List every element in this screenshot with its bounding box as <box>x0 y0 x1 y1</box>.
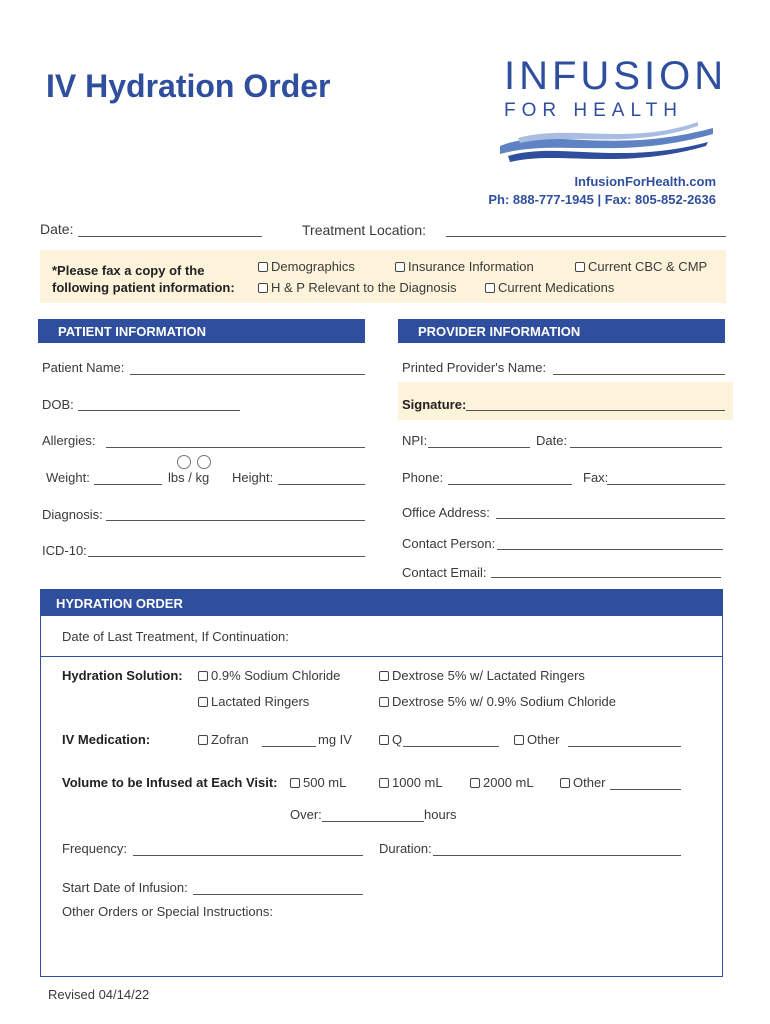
volume-option-1000[interactable]: 1000 mL <box>379 775 443 790</box>
height-field[interactable] <box>278 484 365 485</box>
start-date-field[interactable] <box>193 894 363 895</box>
checkbox[interactable] <box>575 262 585 272</box>
revision-date: Revised 04/14/22 <box>48 987 150 1002</box>
duration-field[interactable] <box>433 855 681 856</box>
dob-field[interactable] <box>78 410 240 411</box>
unit-kg-radio[interactable] <box>197 455 211 469</box>
checkbox[interactable] <box>198 697 208 707</box>
weight-label: Weight: <box>46 470 90 485</box>
volume-label: Volume to be Infused at Each Visit: <box>62 775 278 790</box>
provider-phone-field[interactable] <box>448 484 572 485</box>
treatment-location-label: Treatment Location: <box>302 222 426 238</box>
medication-other-field[interactable] <box>568 746 681 747</box>
signature-label: Signature: <box>402 397 467 412</box>
office-address-field[interactable] <box>496 518 725 519</box>
treatment-location-field[interactable] <box>446 236 726 237</box>
frequency-label: Frequency: <box>62 841 128 856</box>
date-field[interactable] <box>78 236 262 237</box>
diagnosis-field[interactable] <box>106 520 365 521</box>
fax-option-demographics[interactable]: Demographics <box>258 259 355 274</box>
solution-option-lactated-ringers[interactable]: Lactated Ringers <box>198 694 309 709</box>
hydration-solution-label: Hydration Solution: <box>62 668 183 683</box>
checkbox[interactable] <box>290 778 300 788</box>
weight-units-label: lbs / kg <box>168 470 210 485</box>
date-label: Date: <box>40 221 74 237</box>
fax-notice-text-2: following patient information: <box>52 280 235 295</box>
provider-date-label: Date: <box>536 433 568 448</box>
hours-label: hours <box>424 807 457 822</box>
checkbox[interactable] <box>560 778 570 788</box>
checkbox[interactable] <box>514 735 524 745</box>
other-orders-label: Other Orders or Special Instructions: <box>62 904 273 919</box>
patient-information-header: PATIENT INFORMATION <box>38 319 365 343</box>
office-address-label: Office Address: <box>402 505 490 520</box>
diagnosis-label: Diagnosis: <box>42 507 103 522</box>
fax-option-medications[interactable]: Current Medications <box>485 280 614 295</box>
contact-email-field[interactable] <box>491 577 721 578</box>
volume-other-field[interactable] <box>610 789 681 790</box>
frequency-field[interactable] <box>133 855 363 856</box>
contact-email-label: Contact Email: <box>402 565 487 580</box>
provider-name-field[interactable] <box>553 374 725 375</box>
provider-name-label: Printed Provider's Name: <box>402 360 547 375</box>
provider-information-header: PROVIDER INFORMATION <box>398 319 725 343</box>
logo-text-main: INFUSION <box>504 54 728 98</box>
icd10-field[interactable] <box>88 556 365 557</box>
provider-phone-label: Phone: <box>402 470 444 485</box>
checkbox[interactable] <box>258 262 268 272</box>
checkbox[interactable] <box>198 671 208 681</box>
checkbox[interactable] <box>379 735 389 745</box>
over-hours-field[interactable] <box>322 821 424 822</box>
checkbox[interactable] <box>395 262 405 272</box>
patient-name-label: Patient Name: <box>42 360 125 375</box>
website-link[interactable]: InfusionForHealth.com <box>574 174 716 189</box>
fax-notice-text-1: *Please fax a copy of the <box>52 263 205 278</box>
medication-option-zofran[interactable]: Zofran <box>198 732 249 747</box>
volume-option-500[interactable]: 500 mL <box>290 775 346 790</box>
volume-option-2000[interactable]: 2000 mL <box>470 775 534 790</box>
contact-person-field[interactable] <box>497 549 723 550</box>
contact-numbers: Ph: 888-777-1945 | Fax: 805-852-2636 <box>488 192 716 207</box>
provider-fax-label: Fax: <box>583 470 609 485</box>
medication-option-q[interactable]: Q <box>379 732 402 747</box>
wave-icon <box>498 116 718 166</box>
checkbox[interactable] <box>379 778 389 788</box>
contact-person-label: Contact Person: <box>402 536 496 551</box>
allergies-field[interactable] <box>106 447 365 448</box>
iv-medication-label: IV Medication: <box>62 732 151 747</box>
icd10-label: ICD-10: <box>42 543 87 558</box>
npi-label: NPI: <box>402 433 428 448</box>
patient-name-field[interactable] <box>130 374 365 375</box>
checkbox[interactable] <box>258 283 268 293</box>
unit-lbs-radio[interactable] <box>177 455 191 469</box>
dob-label: DOB: <box>42 397 74 412</box>
mg-iv-label: mg IV <box>318 732 352 747</box>
provider-fax-field[interactable] <box>607 484 725 485</box>
medication-option-other[interactable]: Other <box>514 732 560 747</box>
allergies-label: Allergies: <box>42 433 96 448</box>
checkbox[interactable] <box>485 283 495 293</box>
signature-field[interactable] <box>466 410 725 411</box>
weight-field[interactable] <box>94 484 162 485</box>
duration-label: Duration: <box>379 841 432 856</box>
fax-option-insurance[interactable]: Insurance Information <box>395 259 534 274</box>
checkbox[interactable] <box>470 778 480 788</box>
last-treatment-label: Date of Last Treatment, If Continuation: <box>62 629 289 644</box>
other-orders-area[interactable] <box>60 922 700 972</box>
npi-field[interactable] <box>428 447 530 448</box>
hydration-order-header: HYDRATION ORDER <box>40 589 723 616</box>
checkbox[interactable] <box>379 671 389 681</box>
solution-option-d5-lr[interactable]: Dextrose 5% w/ Lactated Ringers <box>379 668 585 683</box>
fax-option-cbc-cmp[interactable]: Current CBC & CMP <box>575 259 707 274</box>
volume-option-other[interactable]: Other <box>560 775 606 790</box>
checkbox[interactable] <box>198 735 208 745</box>
checkbox[interactable] <box>379 697 389 707</box>
logo-text-sub: FOR HEALTH <box>504 100 683 121</box>
start-date-label: Start Date of Infusion: <box>62 880 188 895</box>
over-label: Over: <box>290 807 322 822</box>
logo <box>498 54 728 166</box>
page-title: IV Hydration Order <box>46 68 331 104</box>
q-frequency-field[interactable] <box>403 746 499 747</box>
provider-date-field[interactable] <box>570 447 722 448</box>
zofran-dose-field[interactable] <box>262 746 316 747</box>
fax-option-h-and-p[interactable]: H & P Relevant to the Diagnosis <box>258 280 456 295</box>
solution-option-d5-ns[interactable]: Dextrose 5% w/ 0.9% Sodium Chloride <box>379 694 616 709</box>
solution-option-sodium-chloride[interactable]: 0.9% Sodium Chloride <box>198 668 340 683</box>
height-label: Height: <box>232 470 274 485</box>
